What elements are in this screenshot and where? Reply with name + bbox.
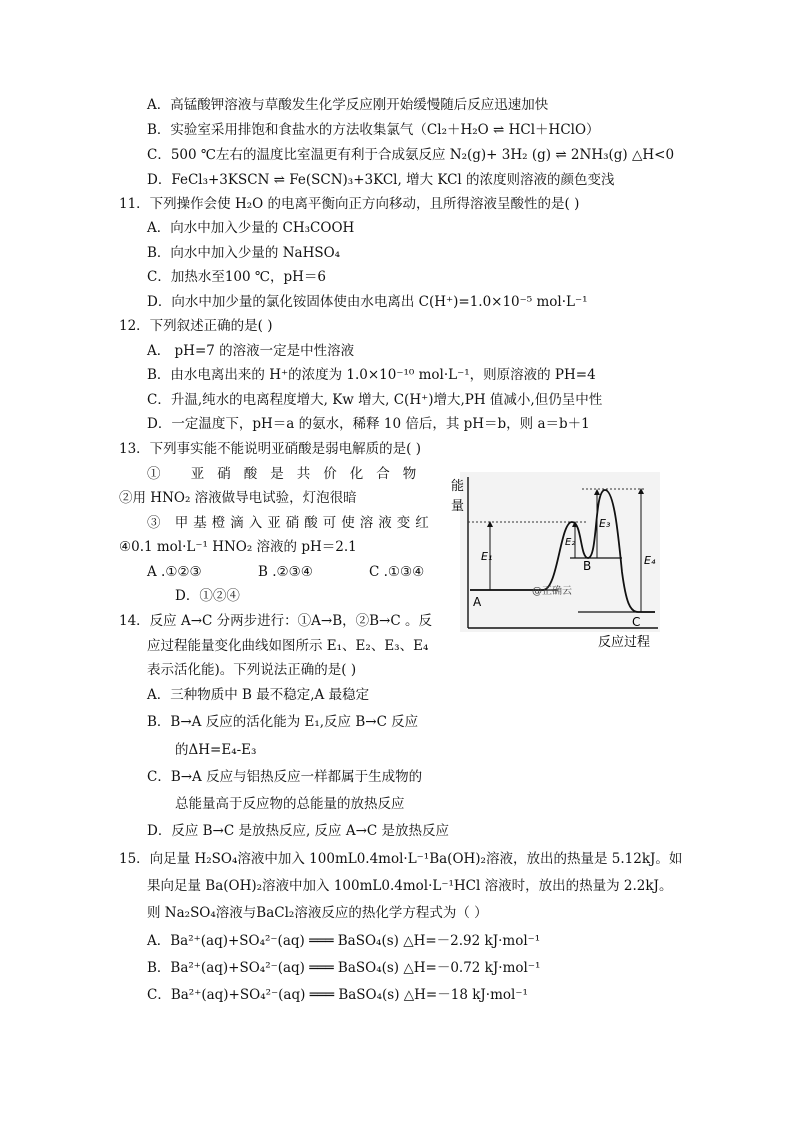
- q15-option-b: B．Ba²⁺(aq)+SO₄²⁻(aq) ═══ BaSO₄(s) △H=－0.72 kJ·mol⁻¹: [147, 960, 541, 976]
- q14-option-b: B．B→A 反应的活化能为 E₁,反应 B→C 反应: [147, 714, 419, 730]
- energy-diagram: [448, 472, 663, 652]
- q12-option-c: C．升温,纯水的电离程度增大, Kw 增大, C(H⁺)增大,PH 值减小,但仍呈中性: [147, 392, 603, 408]
- q14-option-a: A．三种物质中 B 最不稳定,A 最稳定: [147, 687, 370, 703]
- label-e3: E₃: [599, 517, 611, 530]
- q14-option-c: C．B→A 反应与铝热反应一样都属于生成物的: [147, 769, 423, 785]
- q13-item-3: ③ 甲基橙滴入亚硝酸可使溶液变红: [147, 515, 434, 531]
- q13-option-d: D．①②④: [175, 588, 240, 604]
- q10-option-c: C．500 ℃左右的温度比室温更有利于合成氨反应 N₂(g)+ 3H₂ (g) ⇌ 2NH₃(g) △H<0: [147, 147, 675, 163]
- q13-option-a: A .①②③: [147, 564, 202, 580]
- q13-item-4: ④0.1 mol·L⁻¹ HNO₂ 溶液的 pH＝2.1: [119, 539, 357, 555]
- q11-option-c: C．加热水至100 ℃，pH＝6: [147, 269, 326, 285]
- q12-option-b: B．由水电离出来的 H⁺的浓度为 1.0×10⁻¹⁰ mol·L⁻¹，则原溶液的 PH=4: [147, 367, 596, 383]
- q14-stem-line-3: 表示活化能)。下列说法正确的是( ): [147, 662, 357, 678]
- q14-stem-line-1: 14．反应 A→C 分两步进行：①A→B，②B→C 。反: [119, 613, 432, 629]
- q12-option-d: D．一定温度下，pH＝a 的氨水，稀释 10 倍后，其 pH＝b，则 a＝b＋1: [147, 416, 590, 432]
- label-b: B: [583, 559, 592, 573]
- q15-stem-line-2: 果向足量 Ba(OH)₂溶液中加入 100mL0.4mol·L⁻¹HCl 溶液时，放出的热量为 2.2kJ。: [147, 878, 673, 894]
- q11-option-a: A．向水中加入少量的 CH₃COOH: [147, 220, 355, 236]
- q15-option-a: A．Ba²⁺(aq)+SO₄²⁻(aq) ═══ BaSO₄(s) △H=－2.92 kJ·mol⁻¹: [147, 933, 541, 949]
- label-e4: E₄: [644, 554, 656, 567]
- q13-stem: 13．下列事实能不能说明亚硝酸是弱电解质的是( ): [119, 441, 422, 457]
- q14-option-d: D．反应 B→C 是放热反应, 反应 A→C 是放热反应: [147, 823, 450, 839]
- q15-option-c: C．Ba²⁺(aq)+SO₄²⁻(aq) ═══ BaSO₄(s) △H=－18 kJ·mol⁻¹: [147, 987, 528, 1003]
- q11-stem: 11．下列操作会使 H₂O 的电离平衡向正方向移动，且所得溶液呈酸性的是( ): [119, 196, 580, 212]
- q10-option-a: A．高锰酸钾溶液与草酸发生化学反应刚开始缓慢随后反应迅速加快: [147, 97, 549, 113]
- q13-item-1: ① 亚硝酸是共价化合物: [147, 466, 430, 482]
- label-e1: E₁: [481, 550, 493, 563]
- q13-item-2: ②用 HNO₂ 溶液做导电试验，灯泡很暗: [119, 490, 357, 506]
- q10-option-b: B．实验室采用排饱和食盐水的方法收集氯气（Cl₂＋H₂O ⇌ HCl＋HClO）: [147, 122, 600, 138]
- q15-stem-line-3: 则 Na₂SO₄溶液与BaCl₂溶液反应的热化学方程式为（ ）: [147, 905, 488, 921]
- x-axis-label: 反应过程: [598, 635, 651, 650]
- q14-stem-line-2: 应过程能量变化曲线如图所示 E₁、E₂、E₃、E₄: [147, 638, 429, 654]
- label-a: A: [473, 595, 482, 609]
- q15-stem-line-1: 15．向足量 H₂SO₄溶液中加入 100mL0.4mol·L⁻¹Ba(OH)₂溶液，放出的热量是 5.12kJ。如: [119, 851, 683, 867]
- label-c: C: [632, 615, 641, 629]
- y-axis-label-2: 量: [451, 499, 465, 514]
- q14-option-c-cont: 总能量高于反应物的总能量的放热反应: [175, 796, 405, 812]
- q11-option-b: B．向水中加入少量的 NaHSO₄: [147, 245, 341, 261]
- q13-option-b: B .②③④: [258, 564, 313, 580]
- y-axis-label-1: 能: [451, 479, 465, 494]
- q10-option-d: D．FeCl₃+3KSCN ⇌ Fe(SCN)₃+3KCl, 增大 KCl 的浓度则溶液的颜色变浅: [147, 172, 615, 188]
- watermark: @正确云: [532, 586, 572, 597]
- q12-option-a: A． pH=7 的溶液一定是中性溶液: [147, 343, 355, 359]
- q12-stem: 12．下列叙述正确的是( ): [119, 318, 273, 334]
- q14-option-b-cont: 的ΔH=E₄-E₃: [175, 742, 257, 758]
- q13-option-c: C .①③④: [369, 564, 425, 580]
- q11-option-d: D．向水中加少量的氯化铵固体使由水电离出 C(H⁺)=1.0×10⁻⁵ mol·L⁻¹: [147, 294, 588, 310]
- label-e2: E₂: [565, 537, 576, 548]
